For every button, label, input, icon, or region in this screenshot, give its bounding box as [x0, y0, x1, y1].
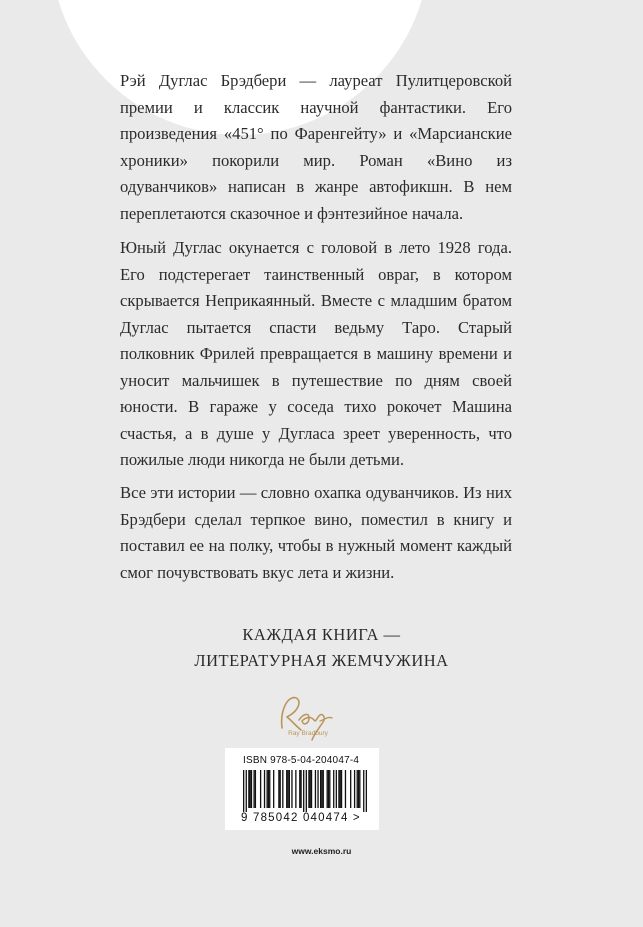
annotation-paragraph-3: Все эти истории — словно охапка одуванчиков. Из них Брэдбери сделал терпкое вино, поместил в книгу и поставил ее на полку, чтобы в нужный момент каждый смог почувствовать вкус лета и жизни.	[120, 483, 512, 582]
barcode-bar	[358, 770, 359, 808]
barcode-bar	[269, 770, 270, 808]
logo-caption: Ray Bradbury	[288, 730, 328, 737]
publisher-website: www.eksmo.ru	[291, 846, 352, 856]
barcode-bar	[311, 770, 312, 808]
barcode-bars	[243, 770, 367, 812]
barcode-bar	[357, 770, 358, 808]
barcode-bar	[295, 770, 296, 808]
barcode-bar	[303, 770, 304, 812]
barcode-bar	[278, 770, 279, 808]
barcode-bar	[333, 770, 334, 808]
barcode-bar	[317, 770, 318, 808]
barcode-bar	[300, 770, 301, 808]
barcode-bar	[250, 770, 251, 808]
barcode-bar	[328, 770, 329, 808]
barcode-bar	[327, 770, 328, 808]
barcode-bar	[341, 770, 342, 808]
barcode-bar	[264, 770, 265, 808]
barcode-bar	[354, 770, 355, 808]
barcode-bar	[363, 770, 364, 812]
slogan-line-1: КАЖДАЯ КНИГА —	[242, 625, 401, 644]
ray-bradbury-signature-logo	[268, 690, 348, 750]
barcode-bar	[338, 770, 339, 808]
barcode-bar	[248, 770, 249, 808]
barcode-bar	[266, 770, 267, 808]
barcode-bar	[336, 770, 337, 808]
barcode-bar	[280, 770, 281, 808]
barcode-bar	[315, 770, 316, 808]
barcode-bar	[246, 770, 247, 812]
isbn-label: ISBN 978-5-04-204047-4	[243, 755, 360, 766]
barcode-bar	[289, 770, 290, 808]
barcode-bar	[306, 770, 307, 812]
barcode-panel	[225, 748, 379, 830]
barcode-bar	[321, 770, 322, 808]
barcode-bar	[366, 770, 367, 812]
barcode-bar	[273, 770, 274, 808]
ean-digits: 9 785042 040474 >	[241, 812, 361, 824]
barcode-bar	[359, 770, 360, 808]
annotation-paragraph-2: Юный Дуглас окунается с головой в лето 1928 года. Его подстерегает таинственный овраг, в котором скрывается Неприкаянный. Вместе с младшим братом Дуглас пытается спасти ведьму Таро. Старый полковник Фрилей превращается в машину времени и уносит мальчишек в путешествие по дням своей юности. В гараже у соседа тихо рокочет Машина счастья, а в душе у Дугласа зреет уверенность, что пожилые люди никогда не были детьми.	[120, 238, 512, 469]
barcode-bar	[268, 770, 269, 808]
barcode-bar	[345, 770, 346, 808]
barcode-bar	[291, 770, 292, 808]
slogan-line-2: ЛИТЕРАТУРНАЯ ЖЕМЧУЖИНА	[194, 651, 449, 670]
barcode-bar	[350, 770, 351, 808]
barcode-bar	[255, 770, 256, 808]
barcode-bar	[287, 770, 288, 808]
barcode-bar	[340, 770, 341, 808]
barcode-bar	[260, 770, 261, 808]
barcode-bar	[329, 770, 330, 808]
barcode-bar	[243, 770, 244, 812]
barcode-bar	[299, 770, 300, 808]
annotation-paragraph-1: Рэй Дуглас Брэдбери — лауреат Пулитцеровской премии и классик научной фантастики. Его произведения «451° по Фаренгейту» и «Марсианские хроники» покорили мир. Роман «Вино из одуванчиков» написан в жанре автофикшн. В нем переплетаются сказочное и фэнтезийное начала.	[120, 71, 512, 223]
barcode-bar	[253, 770, 254, 808]
barcode-bar	[286, 770, 287, 808]
barcode-bar	[320, 770, 321, 808]
barcode-bar	[251, 770, 252, 808]
series-slogan	[0, 622, 643, 674]
barcode-bar	[323, 770, 324, 808]
barcode-bar	[282, 770, 283, 808]
barcode-bar	[310, 770, 311, 808]
barcode-bar	[308, 770, 309, 808]
